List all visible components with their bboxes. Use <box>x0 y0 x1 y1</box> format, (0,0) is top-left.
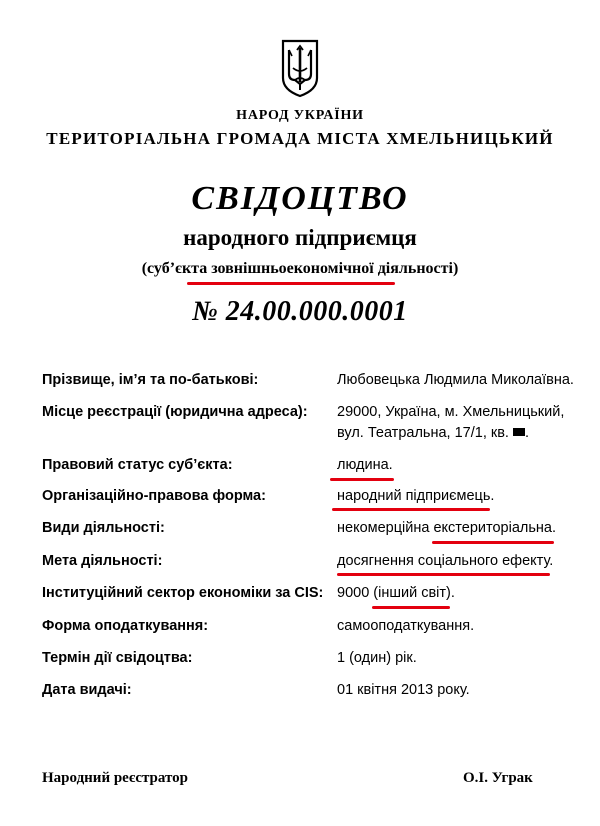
field-value-activities: некомерційна екстериторіальна. <box>337 520 557 536</box>
field-value-address-line2 <box>337 425 529 441</box>
field-value-taxation: самооподаткування. <box>337 618 475 634</box>
registrar-name: О.І. Уграк <box>463 770 533 786</box>
field-label-purpose: Мета діяльності: <box>42 553 163 569</box>
nation-heading: НАРОД УКРАЇНИ <box>236 108 364 123</box>
field-value-fullname: Любовецька Людмила Миколаївна. <box>337 372 574 388</box>
address-line2-text: вул. Театральна, 17/1, кв. <box>337 425 513 441</box>
field-label-address: Місце реєстрації (юридична адреса): <box>42 404 308 420</box>
highlight-underline <box>187 282 395 285</box>
field-value-sector: 9000 (інший світ). <box>337 585 455 601</box>
registrar-title: Народний реєстратор <box>42 770 189 786</box>
document-title: СВІДОЦТВО <box>191 180 409 217</box>
field-label-issue-date: Дата видачі: <box>42 682 132 698</box>
activities-underline <box>432 541 554 544</box>
legal-status-underline <box>330 478 394 481</box>
field-value-org-form: народний підприємець. <box>337 488 495 504</box>
field-label-legal-status: Правовий статус суб’єкта: <box>42 457 233 473</box>
field-value-purpose: досягнення соціального ефекту. <box>337 553 554 569</box>
field-label-org-form: Організаційно-правова форма: <box>42 488 266 504</box>
address-line2-end: . <box>524 425 530 441</box>
field-value-legal-status: людина. <box>337 457 393 473</box>
field-label-fullname: Прізвище, ім’я та по-батькові: <box>42 372 259 388</box>
scope-highlight: зовнішньоекономічної <box>211 260 374 277</box>
field-label-taxation: Форма оподаткування: <box>42 618 209 634</box>
field-value-validity: 1 (один) рік. <box>337 650 417 666</box>
scope-open: (суб’єкта <box>141 260 212 277</box>
field-label-sector: Інституційний сектор економіки за CIS: <box>42 585 324 601</box>
document-subtitle: народного підприємця <box>183 225 417 250</box>
field-value-address-line1: 29000, Україна, м. Хмельницький, <box>337 404 565 420</box>
redacted-block <box>513 428 525 436</box>
community-heading: ТЕРИТОРІАЛЬНА ГРОМАДА МІСТА ХМЕЛЬНИЦЬКИЙ <box>46 129 554 148</box>
field-label-validity: Термін дії свідоцтва: <box>42 650 193 666</box>
field-value-issue-date: 01 квітня 2013 року. <box>337 682 470 698</box>
purpose-underline <box>337 573 550 576</box>
scope-close: діяльності) <box>373 260 459 277</box>
document-scope <box>0 260 600 278</box>
sector-underline <box>372 606 450 609</box>
org-form-underline <box>332 508 490 511</box>
field-label-activities: Види діяльності: <box>42 520 165 536</box>
certificate-number: № 24.00.000.0001 <box>192 296 408 327</box>
trident-coat-of-arms-icon <box>280 38 320 98</box>
